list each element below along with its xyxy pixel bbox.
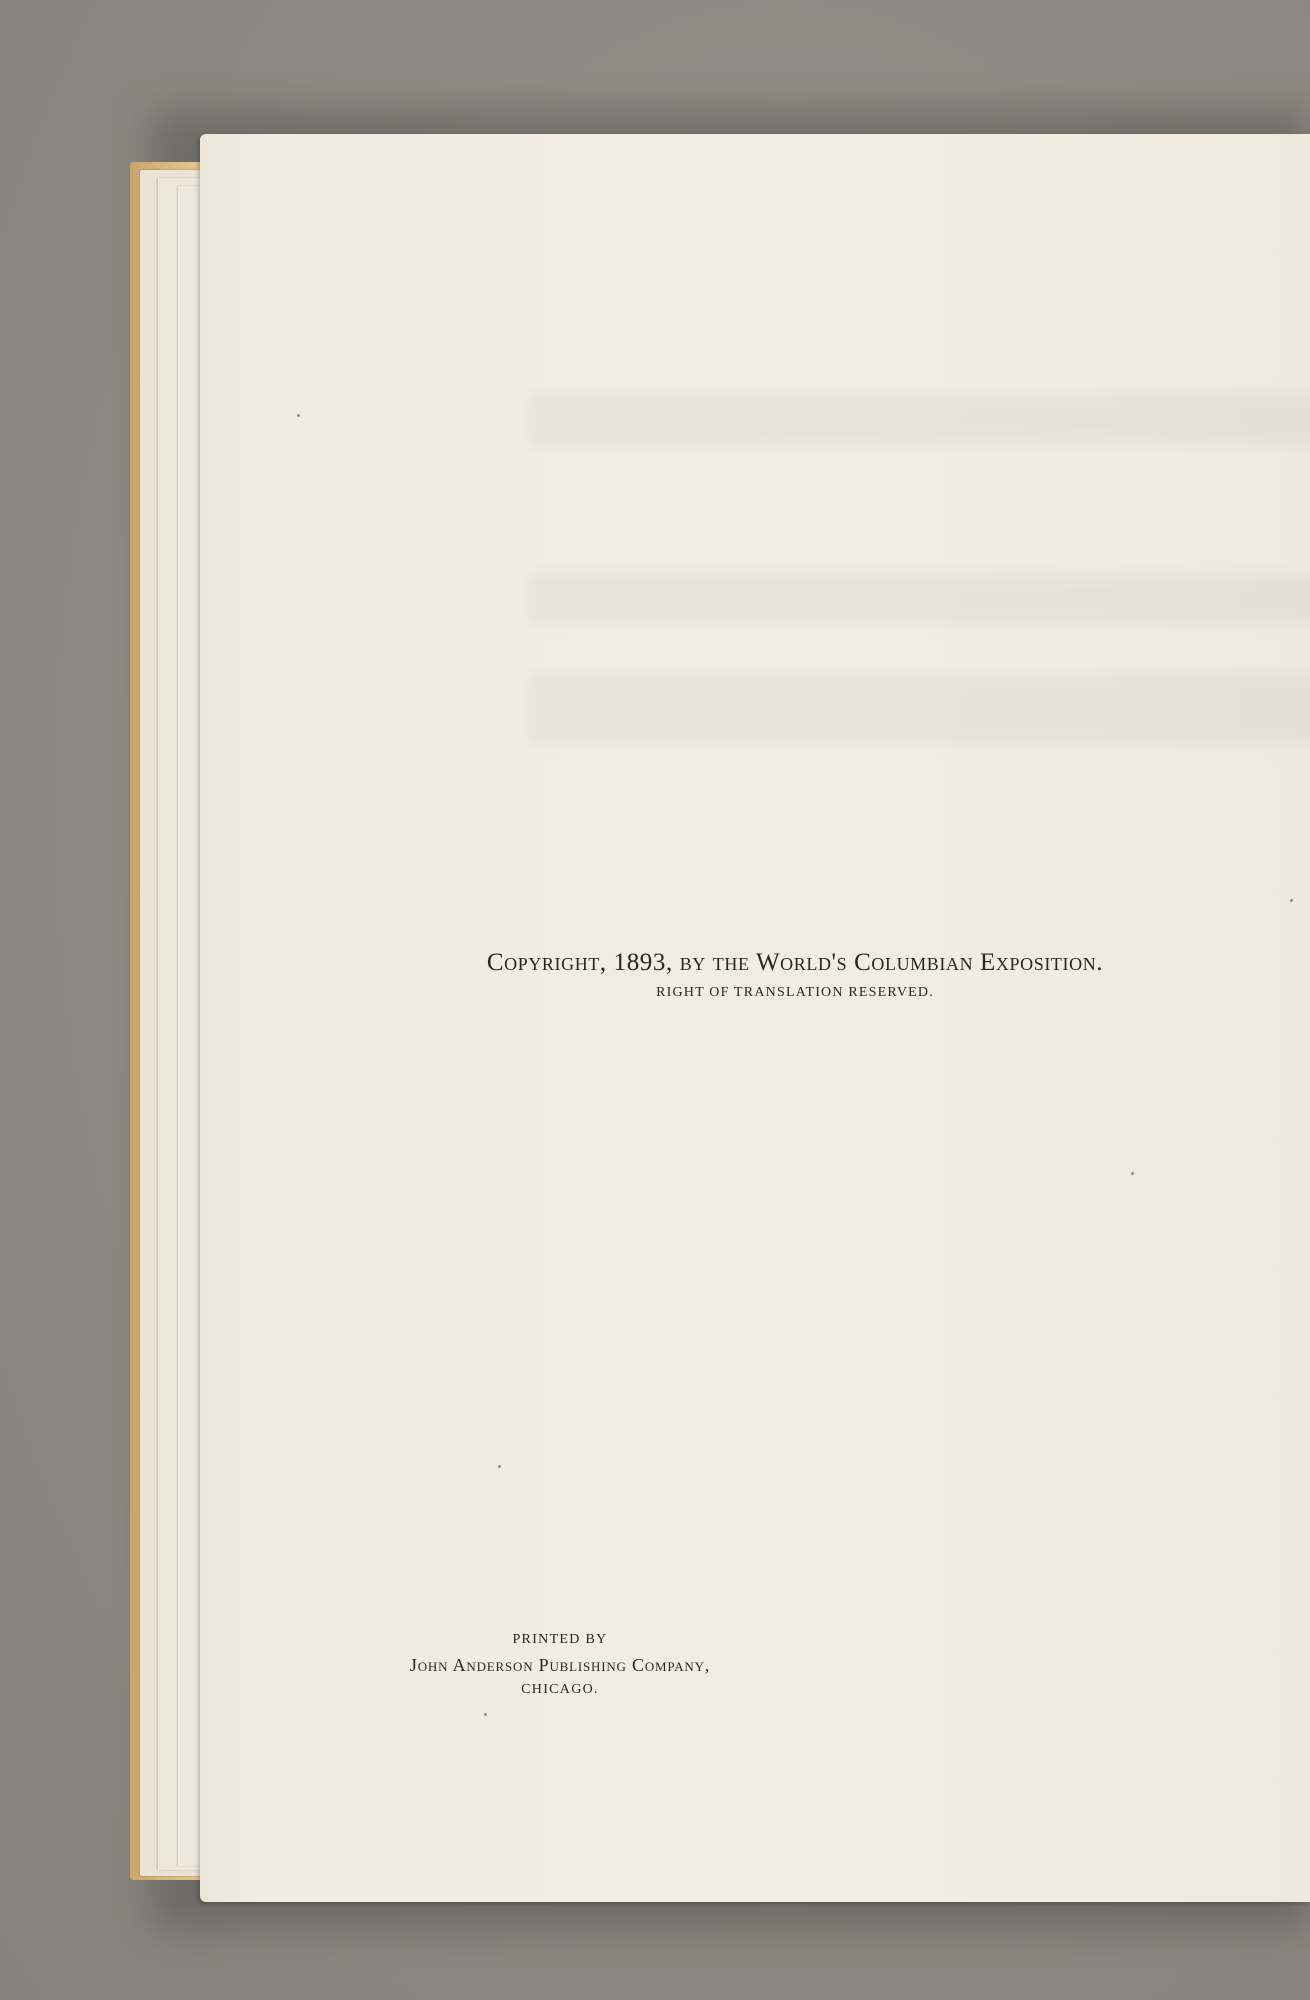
paper-speck (498, 1465, 501, 1468)
copyright-notice (430, 946, 1160, 1004)
paper-speck (1131, 1172, 1134, 1175)
copyright-line: Copyright, 1893, by the World's Columbian Exposition. (486, 949, 1104, 976)
show-through-text (530, 364, 1310, 964)
printer-imprint (355, 1628, 765, 1702)
translation-rights-line: RIGHT OF TRANSLATION RESERVED. (656, 985, 934, 1000)
paper-speck (484, 1713, 487, 1716)
printed-by-label: PRINTED BY (512, 1632, 608, 1647)
paper-speck (297, 414, 300, 417)
publisher-name: John Anderson Publishing Company, (409, 1655, 711, 1675)
paper-speck (1290, 899, 1293, 902)
publisher-city: CHICAGO. (521, 1682, 599, 1697)
